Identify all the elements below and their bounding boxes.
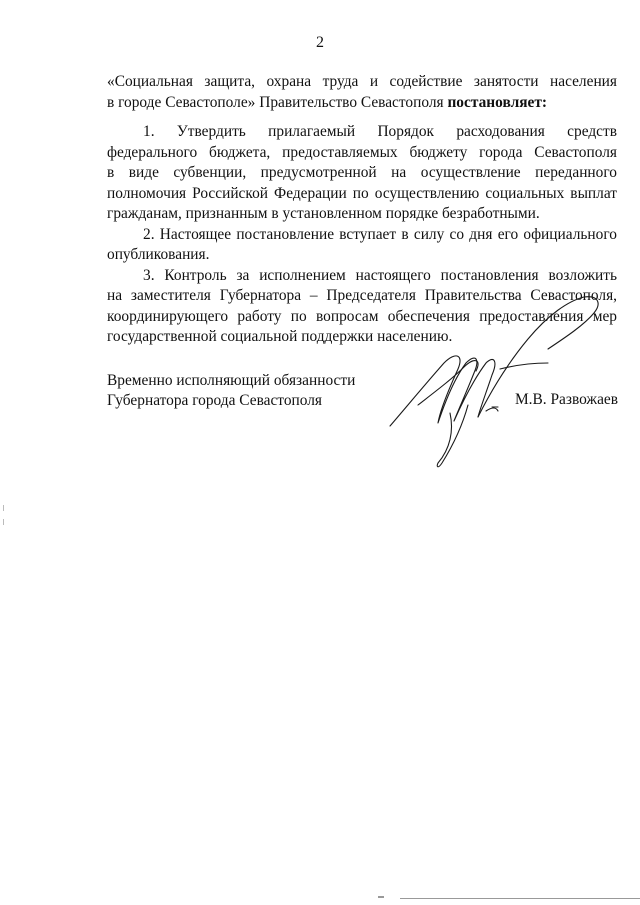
intro-line-2	[107, 93, 617, 114]
clause-2-line-2: опубликования.	[107, 246, 210, 263]
scan-edge-mark	[378, 896, 384, 898]
scan-edge-line	[400, 898, 640, 899]
page-number: 2	[316, 34, 324, 51]
clause-3-line-2: на заместителя Губернатора – Председателя Правительства Севастополя,	[107, 287, 617, 304]
clause-1-line-4: полномочия Российской Федерации по осуществлению социальных выплат	[107, 184, 617, 202]
clause-3-line-3: координирующего работу по вопросам обеспечения предоставления мер	[107, 307, 617, 325]
handwritten-signature	[388, 293, 618, 478]
clause-2-line-1: 2. Настоящее постановление вступает в силу со дня его официального	[143, 225, 617, 243]
signatory-name: М.В. Развожаев	[515, 391, 618, 408]
clause-1-line-5: гражданам, признанным в установленном порядке безработными.	[107, 205, 540, 222]
signatory-title-line-1: Временно исполняющий обязанности	[107, 372, 356, 389]
signature-drawing	[388, 293, 618, 473]
signatory-title-line-2: Губернатора города Севастополя	[107, 391, 323, 409]
resolves-word: постановляет:	[447, 93, 548, 111]
clause-1-line-1: 1. Утвердить прилагаемый Порядок расходования средств	[143, 123, 617, 140]
clause-1-line-3: в виде субвенции, предусмотренной на осуществление переданного	[107, 164, 617, 181]
scan-margin-mark	[3, 505, 4, 511]
signatory-title	[107, 371, 355, 410]
clause-1-line-2: федерального бюджета, предоставляемых бюджету города Севастополя	[107, 143, 617, 161]
clause-3-line-4: государственной социальной поддержки населению.	[107, 328, 453, 345]
intro-paragraph	[107, 72, 617, 113]
clause-3-line-1: 3. Контроль за исполнением настоящего постановления возложить	[143, 266, 617, 284]
intro-line-2-text: в городе Севастополе» Правительство Севастополя	[107, 93, 448, 111]
scan-margin-mark	[3, 519, 4, 525]
intro-line-1: «Социальная защита, охрана труда и содействие занятости населения	[107, 73, 617, 90]
